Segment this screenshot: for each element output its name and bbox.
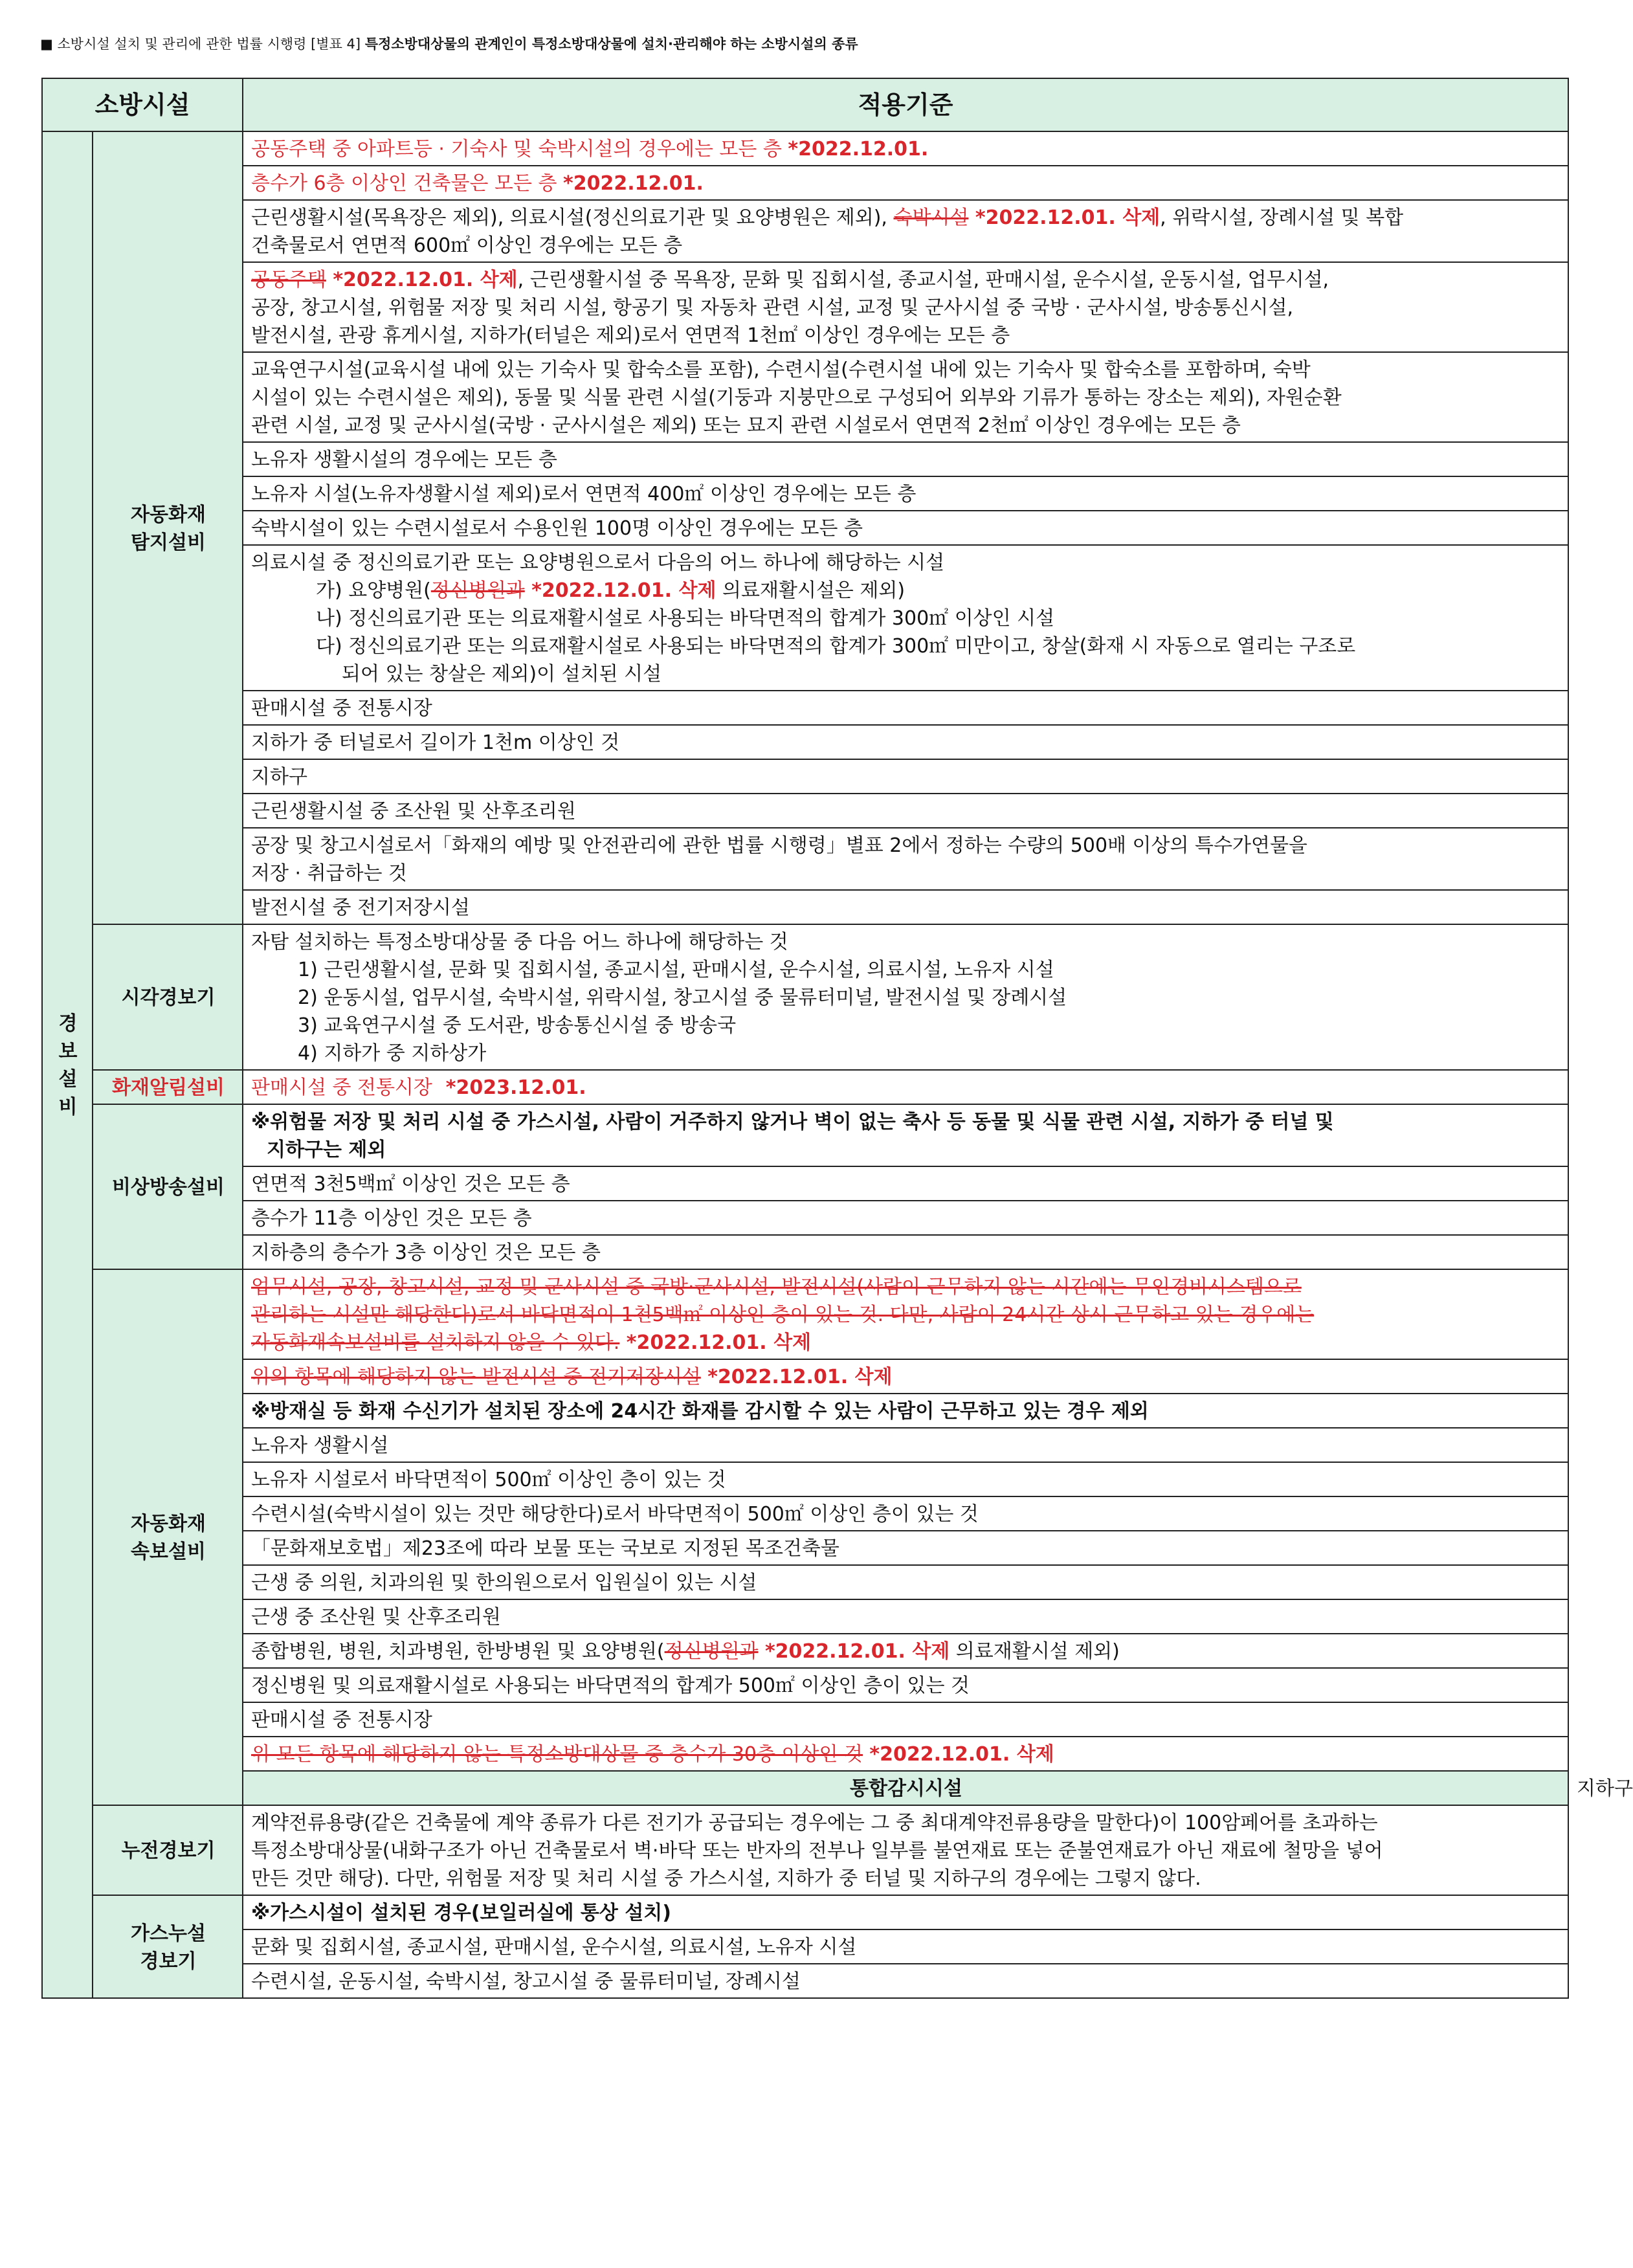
table-row: [42, 1929, 1568, 1964]
criteria-note: ※위험물 저장 및 처리 시설 중 가스시설, 사람이 거주하지 않거나 벽이 없는 축사 등 동물 및 식물 관련 시설, 지하가 중 터널 및 지하구는 제외: [243, 1104, 1568, 1166]
table-row: [42, 1599, 1568, 1634]
criteria-cell: 지하구: [243, 759, 1568, 794]
table-row: [42, 1104, 1568, 1166]
fire-facilities-table: [41, 78, 1633, 1999]
table-row: [42, 1805, 1568, 1895]
criteria-note: ※가스시설이 설치된 경우(보일러실에 통상 설치): [243, 1895, 1568, 1929]
criteria-cell: 자탐 설치하는 특정소방대상물 중 다음 어느 하나에 해당하는 것 1) 근린생활시설, 문화 및 집회시설, 종교시설, 판매시설, 운수시설, 의료시설, 노유자 시설 2) 운동시설, 업무시설, 숙박시설, 위락시설, 창고시설 중 물류터미널, 발전시설 및 장례시설 3) 교육연구시설 중 도서관, 방송통신시설 중 방송국 4) 지하가 중 지하상가: [243, 924, 1568, 1070]
table-row: [42, 1235, 1568, 1269]
table-row: [42, 725, 1568, 759]
criteria-cell: 층수가 11층 이상인 것은 모든 층: [243, 1201, 1568, 1235]
table-row: [42, 545, 1568, 691]
table-header-row: [42, 78, 1568, 131]
table-row: [42, 442, 1568, 476]
table-row: [42, 1964, 1568, 1998]
criteria-cell: 숙박시설이 있는 수련시설로서 수용인원 100명 이상인 경우에는 모든 층: [243, 511, 1568, 545]
group-alarm-equipment: 경 보 설 비: [42, 131, 93, 1998]
table-row: [42, 166, 1568, 200]
criteria-cell: 교육연구시설(교육시설 내에 있는 기숙사 및 합숙소를 포함), 수련시설(수련시설 내에 있는 기숙사 및 합숙소를 포함하며, 숙박 시설이 있는 수련시설은 제외), 동물 및 식물 관련 시설(기둥과 지붕만으로 구성되어 외부와 기류가 통하는 장소는 제외), 자원순환 관련 시설, 교정 및 군사시설(국방 · 군사시설은 제외) 또는 묘지 관련 시설로서 연면적 2천㎡ 이상인 경우에는 모든 층: [243, 352, 1568, 442]
criteria-cell: 공동주택 *2022.12.01. 삭제, 근린생활시설 중 목욕장, 문화 및 집회시설, 종교시설, 판매시설, 운수시설, 운동시설, 업무시설, 공장, 창고시설, 위험물 저장 및 처리 시설, 항공기 및 자동차 관련 시설, 교정 및 군사시설 중 국방 · 군사시설, 방송통신시설, 발전시설, 관광 휴게시설, 지하가(터널은 제외)로서 연면적 1천㎡ 이상인 경우에는 모든 층: [243, 262, 1568, 352]
criteria-cell: 지하층의 층수가 3층 이상인 것은 모든 층: [243, 1235, 1568, 1269]
criteria-cell: 판매시설 중 전통시장: [243, 691, 1568, 725]
header-title: 특정소방대상물의 관계인이 특정소방대상물에 설치·관리해야 하는 소방시설의 종류: [364, 36, 858, 52]
table-row: [42, 476, 1568, 511]
criteria-cell: 층수가 6층 이상인 건축물은 모든 층 *2022.12.01.: [243, 166, 1568, 200]
criteria-cell: 연면적 3천5백㎡ 이상인 것은 모든 층: [243, 1166, 1568, 1201]
table-row: [42, 1070, 1568, 1104]
col-header-facility: 소방시설: [42, 78, 243, 131]
table-row: [42, 352, 1568, 442]
table-row: [42, 1565, 1568, 1599]
table-row: [42, 1737, 1568, 1771]
criteria-cell: 공동주택 중 아파트등 · 기숙사 및 숙박시설의 경우에는 모든 층 *2022.12.01.: [243, 131, 1568, 166]
header-prefix: ■ 소방시설 설치 및 관리에 관한 법률 시행령 [별표 4]: [40, 36, 365, 52]
table-row: [42, 1895, 1568, 1929]
table-row: [42, 924, 1568, 1070]
criteria-cell: 공장 및 창고시설로서「화재의 예방 및 안전관리에 관한 법률 시행령」별표 2에서 정하는 수량의 500배 이상의 특수가연물을 저장 · 취급하는 것: [243, 828, 1568, 890]
criteria-cell: 문화 및 집회시설, 종교시설, 판매시설, 운수시설, 의료시설, 노유자 시설: [243, 1929, 1568, 1964]
criteria-cell: 업무시설, 공장, 창고시설, 교정 및 군사시설 중 국방·군사시설, 발전시설(사람이 근무하지 않는 시간에는 무인경비시스템으로 관리하는 시설만 해당한다)로서 바닥면적이 1천5백㎡ 이상인 층이 있는 것. 다만, 사람이 24시간 상시 근무하고 있는 경우에는 자동화재속보설비를 설치하지 않을 수 있다. *2022.12.01. 삭제: [243, 1269, 1568, 1359]
criteria-cell: 노유자 시설(노유자생활시설 제외)로서 연면적 400㎡ 이상인 경우에는 모든 층: [243, 476, 1568, 511]
table-row: [42, 1359, 1568, 1394]
criteria-cell: 종합병원, 병원, 치과병원, 한방병원 및 요양병원(정신병원과 *2022.12.01. 삭제 의료재활시설 제외): [243, 1634, 1568, 1668]
table-row: [42, 828, 1568, 890]
subsystem-auto-fire-report: 자동화재 속보설비: [93, 1269, 243, 1805]
table-row: 통합감시시설 지하구: [42, 1771, 1568, 1805]
criteria-cell: 수련시설(숙박시설이 있는 것만 해당한다)로서 바닥면적이 500㎡ 이상인 층이 있는 것: [243, 1496, 1568, 1531]
subsystem-emergency-broadcast: 비상방송설비: [93, 1104, 243, 1269]
criteria-cell: 수련시설, 운동시설, 숙박시설, 창고시설 중 물류터미널, 장례시설: [243, 1964, 1568, 1998]
table-row: [42, 794, 1568, 828]
subsystem-leakage-alarm: 누전경보기: [93, 1805, 243, 1895]
table-row: [42, 1394, 1568, 1428]
table-row: [42, 1166, 1568, 1201]
criteria-cell: 근린생활시설 중 조산원 및 산후조리원: [243, 794, 1568, 828]
criteria-cell: 판매시설 중 전통시장: [243, 1702, 1568, 1737]
criteria-cell: 의료시설 중 정신의료기관 또는 요양병원으로서 다음의 어느 하나에 해당하는 시설 가) 요양병원(정신병원과 *2022.12.01. 삭제 의료재활시설은 제외) 나) 정신의료기관 또는 의료재활시설로 사용되는 바닥면적의 합계가 300㎡ 이상인 시설 다) 정신의료기관 또는 의료재활시설로 사용되는 바닥면적의 합계가 300㎡ 미만이고, 창살(화재 시 자동으로 열리는 구조로 되어 있는 창살은 제외)이 설치된 시설: [243, 545, 1568, 691]
criteria-cell: 근생 중 조산원 및 산후조리원: [243, 1599, 1568, 1634]
criteria-cell: 발전시설 중 전기저장시설: [243, 890, 1568, 924]
criteria-cell: 근린생활시설(목욕장은 제외), 의료시설(정신의료기관 및 요양병원은 제외), 숙박시설 *2022.12.01. 삭제, 위락시설, 장례시설 및 복합 건축물로서 연면적 600㎡ 이상인 경우에는 모든 층: [243, 200, 1568, 262]
criteria-cell: 노유자 시설로서 바닥면적이 500㎡ 이상인 층이 있는 것: [243, 1462, 1568, 1496]
criteria-cell: 지하가 중 터널로서 길이가 1천m 이상인 것: [243, 725, 1568, 759]
criteria-cell: 위 모든 항목에 해당하지 않는 특정소방대상물 중 층수가 30층 이상인 것 *2022.12.01. 삭제: [243, 1737, 1568, 1771]
table-row: [42, 759, 1568, 794]
criteria-cell: 근생 중 의원, 치과의원 및 한의원으로서 입원실이 있는 시설: [243, 1565, 1568, 1599]
table-row: [42, 1201, 1568, 1235]
table-row: [42, 1634, 1568, 1668]
subsystem-integrated-monitoring: 통합감시시설: [243, 1771, 1568, 1805]
subsystem-auto-fire-detection: 자동화재 탐지설비: [93, 131, 243, 924]
criteria-cell: 노유자 생활시설: [243, 1428, 1568, 1462]
table-row: [42, 1462, 1568, 1496]
table-row: [42, 691, 1568, 725]
table-row: [42, 262, 1568, 352]
subsystem-fire-notification: 화재알림설비: [93, 1070, 243, 1104]
table-row: [42, 1428, 1568, 1462]
table-row: [42, 200, 1568, 262]
table-row: [42, 511, 1568, 545]
table-row: [42, 1531, 1568, 1565]
table-row: [42, 131, 1568, 166]
table-row: [42, 1496, 1568, 1531]
table-row: [42, 1668, 1568, 1702]
criteria-note: ※방재실 등 화재 수신기가 설치된 장소에 24시간 화재를 감시할 수 있는 사람이 근무하고 있는 경우 제외: [243, 1394, 1568, 1428]
criteria-cell: 「문화재보호법」제23조에 따라 보물 또는 국보로 지정된 목조건축물: [243, 1531, 1568, 1565]
table-row: [42, 1269, 1568, 1359]
subsystem-gas-leak-alarm: 가스누설 경보기: [93, 1895, 243, 1998]
col-header-criteria: 적용기준: [243, 78, 1568, 131]
document-header: [40, 34, 858, 53]
criteria-cell: 위의 항목에 해당하지 않는 발전시설 중 전기저장시설 *2022.12.01. 삭제: [243, 1359, 1568, 1394]
criteria-cell: 노유자 생활시설의 경우에는 모든 층: [243, 442, 1568, 476]
criteria-cell: 계약전류용량(같은 건축물에 계약 종류가 다른 전기가 공급되는 경우에는 그 중 최대계약전류용량을 말한다)이 100암페어를 초과하는 특정소방대상물(내화구조가 아닌 건축물로서 벽·바닥 또는 반자의 전부나 일부를 불연재료 또는 준불연재료가 아닌 재료에 철망을 넣어 만든 것만 해당). 다만, 위험물 저장 및 처리 시설 중 가스시설, 지하가 중 터널 및 지하구의 경우에는 그렇지 않다.: [243, 1805, 1568, 1895]
subsystem-visual-alarm: 시각경보기: [93, 924, 243, 1070]
table-row: [42, 890, 1568, 924]
table-row: [42, 1702, 1568, 1737]
criteria-cell: 판매시설 중 전통시장 *2023.12.01.: [243, 1070, 1568, 1104]
criteria-cell: 정신병원 및 의료재활시설로 사용되는 바닥면적의 합계가 500㎡ 이상인 층이 있는 것: [243, 1668, 1568, 1702]
